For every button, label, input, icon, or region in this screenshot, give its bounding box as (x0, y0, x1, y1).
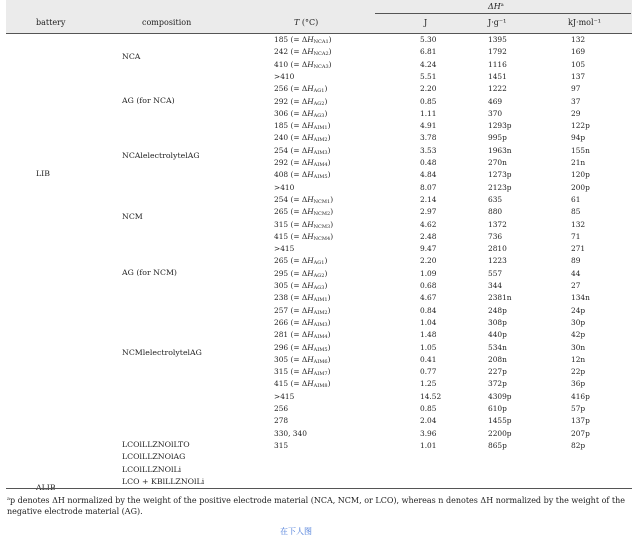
kjmol-cell: 94p (571, 133, 586, 143)
composition-label: LCOlLLZNOlAG (122, 452, 186, 462)
temperature-cell: 408 (= $\Delta H_{AIM5}$) (274, 170, 331, 181)
kjmol-cell: 22p (571, 367, 586, 377)
jg-cell: 1792 (488, 47, 507, 57)
jg-cell: 2200p (488, 428, 512, 438)
temperature-cell: 295 (= $\Delta H_{AG2}$) (274, 268, 328, 279)
temperature-cell: 265 (= $\Delta H_{AG1}$) (274, 256, 328, 267)
j-cell: 0.68 (420, 281, 437, 290)
temperature-cell: 266 (= $\Delta H_{AIM3}$) (274, 317, 331, 328)
temperature-cell: >415 (274, 391, 295, 401)
kjmol-cell: 271 (571, 244, 586, 254)
jg-cell: 1273p (488, 170, 512, 180)
j-cell: 0.85 (420, 96, 437, 106)
j-cell: 1.11 (420, 108, 437, 118)
jg-cell: 1395 (488, 35, 507, 44)
temperature-cell: 305 (= $\Delta H_{AIM6}$) (274, 354, 331, 365)
temperature-cell: 330, 340 (274, 428, 307, 438)
jg-cell: 557 (488, 268, 503, 278)
kjmol-cell: 37 (571, 96, 581, 106)
jg-cell: 880 (488, 207, 503, 217)
j-cell: 4.62 (420, 219, 437, 229)
battery-header: battery (36, 18, 66, 27)
jg-cell: 1455p (488, 416, 512, 426)
j-cell: 1.05 (420, 342, 437, 352)
temperature-cell: 315 (274, 440, 289, 450)
unit-kjmol-header: kJ·mol⁻¹ (568, 18, 601, 27)
j-cell: 3.78 (420, 133, 437, 143)
j-cell: 4.84 (420, 170, 437, 180)
j-cell: 2.20 (420, 256, 437, 266)
j-cell: 4.24 (420, 59, 437, 69)
temperature-cell: 265 (= $\Delta H_{NCM2}$) (274, 207, 334, 218)
kjmol-cell: 36p (571, 379, 586, 389)
j-cell: 5.30 (420, 35, 437, 44)
kjmol-cell: 30n (571, 342, 586, 352)
temperature-cell: 305 (= $\Delta H_{AG3}$) (274, 281, 328, 291)
kjmol-cell: 82p (571, 440, 586, 450)
temperature-cell: 254 (= $\Delta H_{AIM3}$) (274, 145, 331, 156)
kjmol-cell: 122p (571, 121, 590, 131)
temperature-cell: 296 (= $\Delta H_{AIM5}$) (274, 342, 331, 353)
jg-cell: 1116 (488, 59, 507, 69)
kjmol-cell: 169 (571, 47, 586, 57)
temperature-cell: 240 (= $\Delta H_{AIM2}$) (274, 133, 331, 144)
temperature-cell: >410 (274, 71, 295, 81)
jg-cell: 370 (488, 108, 503, 118)
view-image-link[interactable]: 在下人图 (280, 527, 312, 536)
kjmol-cell: 137 (571, 71, 586, 81)
j-cell: 0.41 (420, 354, 437, 364)
composition-label: NCM (122, 212, 143, 222)
jg-cell: 4309p (488, 391, 512, 401)
kjmol-cell: 29 (571, 108, 581, 118)
j-cell: 2.14 (420, 194, 437, 204)
jg-cell: 469 (488, 96, 503, 106)
jg-cell: 1451 (488, 71, 507, 81)
jg-cell: 308p (488, 317, 507, 327)
j-cell: 1.01 (420, 440, 437, 450)
temperature-cell: 254 (= $\Delta H_{NCM1}$) (274, 194, 334, 205)
kjmol-cell: 71 (571, 231, 581, 241)
kjmol-cell: 42p (571, 330, 586, 340)
j-cell: 0.85 (420, 404, 437, 413)
j-cell: 1.25 (420, 379, 437, 389)
kjmol-cell: 132 (571, 219, 586, 229)
kjmol-cell: 24p (571, 305, 586, 315)
composition-label: NCMlelectrolytelAG (122, 347, 202, 357)
table-header-band (6, 0, 632, 33)
kjmol-cell: 30p (571, 317, 586, 327)
temperature-cell: 415 (= $\Delta H_{AIM8}$) (274, 379, 331, 390)
j-cell: 1.04 (420, 317, 437, 327)
unit-j-header: J (424, 18, 428, 27)
jg-cell: 208n (488, 354, 507, 364)
j-cell: 3.96 (420, 428, 437, 438)
kjmol-cell: 137p (571, 416, 590, 426)
temperature-cell: 292 (= $\Delta H_{AIM4}$) (274, 158, 331, 168)
kjmol-cell: 12n (571, 354, 586, 364)
temperature-cell: 315 (= $\Delta H_{NCM3}$) (274, 219, 334, 230)
temperature-cell: 306 (= $\Delta H_{AG3}$) (274, 108, 328, 119)
kjmol-cell: 89 (571, 256, 581, 266)
composition-label: LCOlLLZNOlLi (122, 464, 182, 474)
kjmol-cell: 61 (571, 194, 581, 204)
j-cell: 4.91 (420, 121, 437, 131)
j-cell: 2.97 (420, 207, 437, 217)
jg-cell: 1372 (488, 219, 507, 229)
temperature-cell: 256 (274, 404, 289, 413)
kjmol-cell: 416p (571, 391, 590, 401)
jg-cell: 270n (488, 158, 507, 167)
dh-group-header: $\Delta H^a$ (488, 2, 504, 11)
temperature-cell: 185 (= $\Delta H_{NCA1}$) (274, 35, 332, 45)
jg-cell: 2123p (488, 182, 512, 192)
jg-cell: 995p (488, 133, 507, 143)
temperature-cell: 257 (= $\Delta H_{AIM2}$) (274, 305, 331, 316)
composition-label: NCAlelectrolytelAG (122, 150, 200, 160)
jg-cell: 344 (488, 281, 503, 290)
jg-cell: 610p (488, 404, 507, 413)
j-cell: 3.53 (420, 145, 437, 155)
jg-cell: 1963n (488, 145, 512, 155)
temperature-cell: 278 (274, 416, 289, 426)
kjmol-cell: 97 (571, 84, 581, 94)
composition-label: LCOlLLZNOlLTO (122, 439, 190, 449)
footnote: $^a$p denotes ΔH normalized by the weight of the positive electrode material (NCA, NCM, or LCO), whereas n denotes ΔH normalized by the weight of the negative electrode material (AG). (7, 496, 626, 516)
composition-header: composition (142, 18, 192, 27)
kjmol-cell: 200p (571, 182, 590, 192)
temperature-cell: 415 (= $\Delta H_{NCM4}$) (274, 231, 334, 242)
j-cell: 2.20 (420, 84, 437, 94)
j-cell: 0.48 (420, 158, 437, 167)
temperature-cell: 238 (= $\Delta H_{AIM1}$) (274, 293, 331, 304)
j-cell: 0.84 (420, 305, 437, 315)
jg-cell: 372p (488, 379, 507, 389)
temperature-cell: 256 (= $\Delta H_{AG1}$) (274, 84, 328, 95)
temperature-cell: >415 (274, 244, 295, 254)
jg-cell: 1222 (488, 84, 507, 94)
j-cell: 9.47 (420, 244, 437, 254)
jg-cell: 865p (488, 440, 507, 450)
kjmol-cell: 155n (571, 145, 590, 155)
battery-label: LIB (36, 169, 50, 179)
jg-cell: 736 (488, 231, 503, 241)
jg-cell: 1223 (488, 256, 507, 266)
temperature-cell: 185 (= $\Delta H_{AIM1}$) (274, 121, 331, 132)
kjmol-cell: 132 (571, 35, 586, 44)
jg-cell: 2810 (488, 244, 507, 254)
j-cell: 2.04 (420, 416, 437, 426)
kjmol-cell: 134n (571, 293, 590, 303)
kjmol-cell: 27 (571, 281, 581, 290)
temperature-cell: 281 (= $\Delta H_{AIM4}$) (274, 330, 331, 341)
j-cell: 0.77 (420, 367, 437, 377)
composition-label: LCO + KBlLLZNOlLi (122, 476, 205, 486)
composition-label: AG (for NCM) (122, 267, 177, 277)
kjmol-cell: 21n (571, 158, 586, 167)
kjmol-cell: 85 (571, 207, 581, 217)
jg-cell: 248p (488, 305, 507, 315)
kjmol-cell: 57p (571, 404, 586, 413)
jg-cell: 440p (488, 330, 507, 340)
table-bottom-rule (6, 488, 632, 489)
unit-jg-header: J·g⁻¹ (488, 18, 507, 27)
composition-label: NCA (122, 52, 141, 62)
j-cell: 1.48 (420, 330, 437, 340)
temperature-cell: >410 (274, 182, 295, 192)
kjmol-cell: 120p (571, 170, 590, 180)
jg-cell: 1293p (488, 121, 512, 131)
j-cell: 1.09 (420, 268, 437, 278)
j-cell: 2.48 (420, 231, 437, 241)
jg-cell: 635 (488, 194, 503, 204)
kjmol-cell: 207p (571, 428, 590, 438)
jg-cell: 534n (488, 342, 507, 352)
kjmol-cell: 44 (571, 268, 581, 278)
j-cell: 4.67 (420, 293, 437, 303)
kjmol-cell: 105 (571, 59, 586, 69)
temperature-header: T (°C) (294, 18, 319, 27)
jg-cell: 227p (488, 367, 507, 377)
j-cell: 6.81 (420, 47, 437, 57)
temperature-cell: 410 (= $\Delta H_{NCA3}$) (274, 59, 332, 70)
header-group-rule (375, 13, 631, 14)
j-cell: 14.52 (420, 391, 442, 401)
composition-label: AG (for NCA) (122, 95, 175, 105)
temperature-cell: 292 (= $\Delta H_{AG2}$) (274, 96, 328, 107)
jg-cell: 2381n (488, 293, 512, 303)
temperature-cell: 315 (= $\Delta H_{AIM7}$) (274, 367, 331, 378)
temperature-cell: 242 (= $\Delta H_{NCA2}$) (274, 47, 332, 58)
j-cell: 8.07 (420, 182, 437, 192)
j-cell: 5.51 (420, 71, 437, 81)
